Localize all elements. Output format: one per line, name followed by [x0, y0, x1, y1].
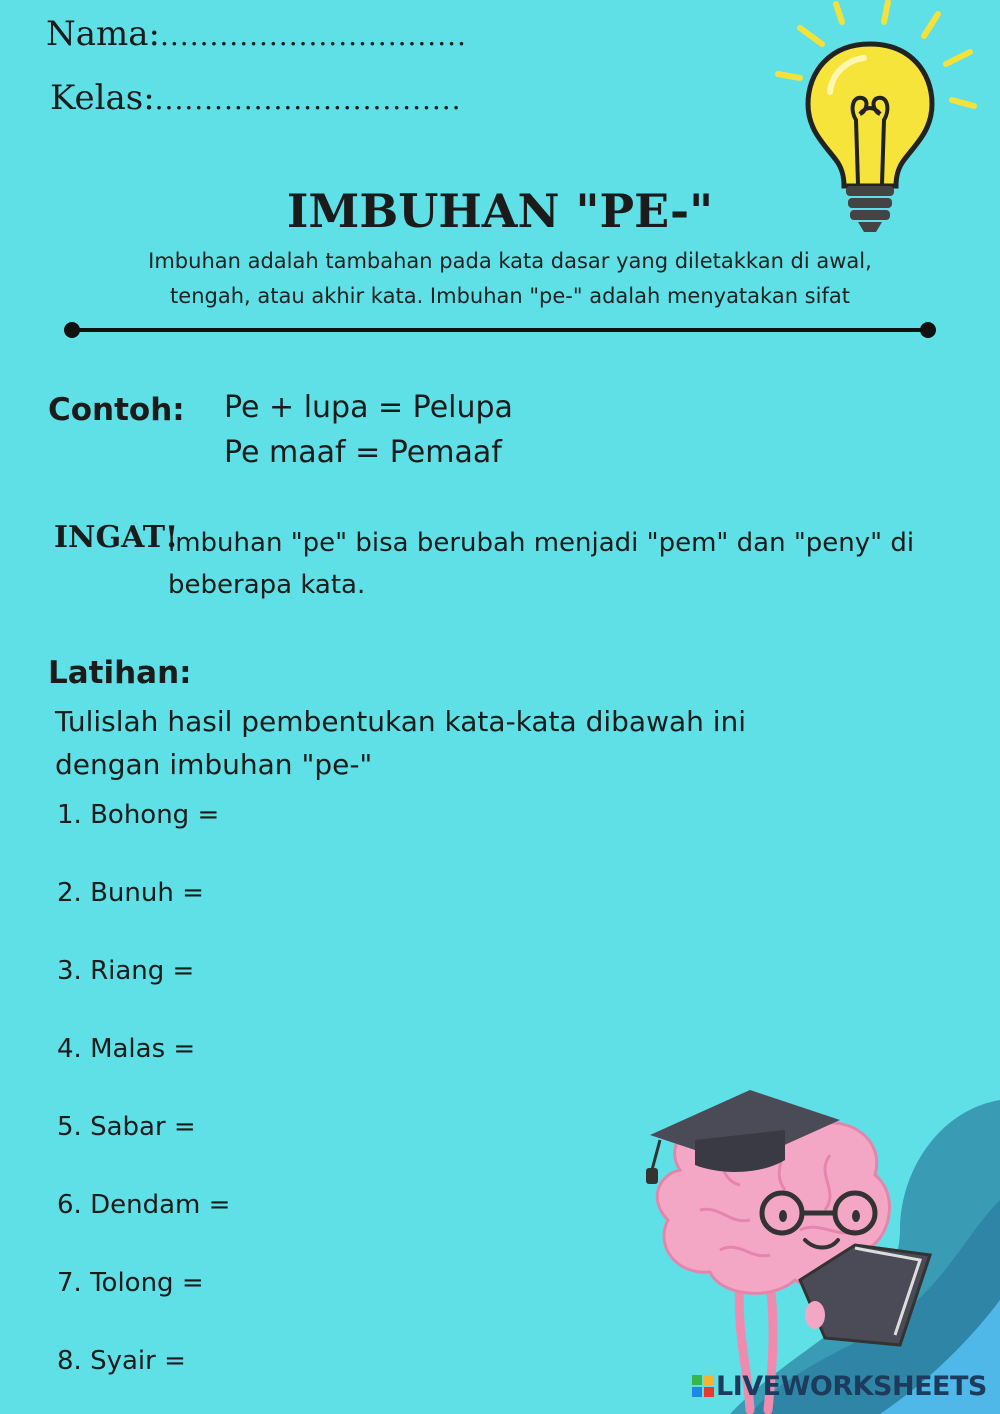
- liveworksheets-logo-icon: [692, 1375, 714, 1397]
- latihan-instruction: [55, 700, 795, 786]
- exercise-item-5: 5. Sabar =: [57, 1112, 196, 1142]
- exercise-item-3: 3. Riang =: [57, 956, 195, 986]
- latihan-label: Latihan:: [48, 655, 192, 691]
- example-1: Pe + lupa = Pelupa: [224, 390, 513, 425]
- nama-label: Nama:: [46, 14, 160, 54]
- watermark: [692, 1371, 987, 1402]
- page-title: IMBUHAN "PE-": [286, 184, 714, 238]
- kelas-label: Kelas:: [50, 78, 155, 118]
- ingat-text: imbuhan "pe" bisa berubah menjadi "pem" dan "peny" di beberapa kata.: [168, 528, 915, 600]
- contoh-label: Contoh:: [48, 392, 185, 428]
- kelas-blank[interactable]: ...............................: [154, 83, 462, 116]
- exercise-item-8: 8. Syair =: [57, 1346, 186, 1376]
- kelas-field: [50, 78, 462, 118]
- description: [60, 244, 960, 314]
- divider: [70, 322, 930, 338]
- description-line-2: tengah, atau akhir kata. Imbuhan "pe-" adalah menyatakan sifat: [170, 284, 850, 308]
- ingat-label: INGAT!: [54, 520, 179, 555]
- brain-graduate-icon: [600, 1080, 1000, 1414]
- exercise-item-4: 4. Malas =: [57, 1034, 196, 1064]
- nama-field: [46, 14, 467, 54]
- instruction-line-1: Tulislah hasil pembentukan kata-kata dibawah ini: [55, 705, 747, 738]
- description-line-1: Imbuhan adalah tambahan pada kata dasar yang diletakkan di awal,: [148, 249, 872, 273]
- example-2: Pe maaf = Pemaaf: [224, 435, 502, 470]
- exercise-item-2: 2. Bunuh =: [57, 878, 204, 908]
- watermark-text: LIVEWORKSHEETS: [716, 1371, 987, 1402]
- nama-blank[interactable]: ...............................: [160, 19, 467, 52]
- exercise-item-1: 1. Bohong =: [57, 800, 220, 830]
- instruction-line-2: dengan imbuhan "pe-": [55, 748, 373, 781]
- exercise-item-6: 6. Dendam =: [57, 1190, 231, 1220]
- exercise-item-7: 7. Tolong =: [57, 1268, 204, 1298]
